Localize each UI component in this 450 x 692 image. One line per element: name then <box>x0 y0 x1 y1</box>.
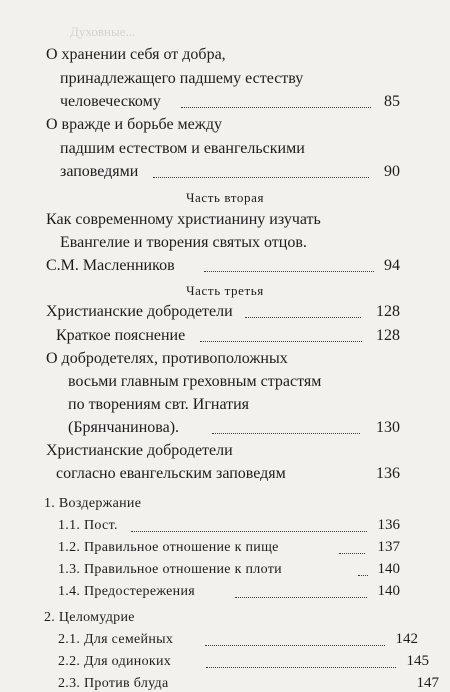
dot-leader <box>339 553 365 554</box>
toc-entry-line: 2.2. Для одиноких <box>58 654 172 669</box>
dot-leader <box>205 645 385 646</box>
dot-leader <box>200 341 362 342</box>
page-number: 128 <box>376 327 400 344</box>
section-heading: 1. Воздержание <box>44 496 142 511</box>
toc-entry-line: (Брянчанинова). <box>68 419 180 436</box>
part-heading: Часть третья <box>186 283 264 298</box>
dot-leader <box>245 317 361 318</box>
toc-entry-line: 1.2. Правильное отношение к пище <box>58 540 279 555</box>
page-number: 94 <box>384 257 400 274</box>
toc-entry-line: восьми главным греховным страстям <box>68 373 322 390</box>
toc-entry-line: 2.3. Против блуда <box>58 676 169 691</box>
toc-entry-line: Краткое пояснение <box>56 327 186 344</box>
page-number: 128 <box>376 303 400 320</box>
dot-leader <box>153 177 369 178</box>
toc-entry-line: принадлежащего падшему естеству <box>60 70 304 87</box>
toc-entry-line: 1.4. Предостережения <box>58 584 195 599</box>
toc-entry-line: О вражде и борьбе между <box>46 116 222 133</box>
toc-entry-line: 1.3. Правильное отношение к плоти <box>58 562 282 577</box>
toc-entry-line: согласно евангельским заповедям <box>56 465 286 482</box>
page-number: 137 <box>377 539 400 555</box>
page-number: 136 <box>376 465 400 482</box>
toc-entry-line: по творениям свт. Игнатия <box>68 396 250 413</box>
dot-leader <box>181 107 371 108</box>
dot-leader <box>358 575 368 576</box>
page-number: 147 <box>416 675 439 691</box>
toc-entry-line: Как современному христианину изучать <box>46 211 321 228</box>
toc-entry-line: Христианские добродетели <box>46 442 233 459</box>
show-through-text: Духовные... <box>70 24 136 39</box>
page-number: 142 <box>395 631 418 647</box>
dot-leader <box>212 433 360 434</box>
dot-leader <box>131 531 367 532</box>
dot-leader <box>204 271 374 272</box>
toc-entry-line: 1.1. Пост. <box>58 518 118 533</box>
toc-entry-line: Христианские добродетели <box>46 303 233 320</box>
toc-entry-line: С.М. Масленников <box>46 257 175 274</box>
page-number: 140 <box>377 583 400 599</box>
page-number: 140 <box>377 561 400 577</box>
toc-entry-line: человеческому <box>60 93 161 110</box>
page-number: 145 <box>406 653 429 669</box>
toc-entry-line: падшим естеством и евангельскими <box>60 140 305 157</box>
dot-leader <box>235 597 367 598</box>
page-number: 130 <box>376 419 400 436</box>
toc-entry-line: 2.1. Для семейных <box>58 632 174 647</box>
toc-entry-line: О добродетелях, противоположных <box>46 350 288 367</box>
section-heading: 2. Целомудрие <box>44 610 135 625</box>
page-number: 136 <box>377 517 400 533</box>
toc-entry-line: О хранении себя от добра, <box>46 46 226 63</box>
part-heading: Часть вторая <box>185 190 265 205</box>
toc-entry-line: заповедями <box>60 163 139 180</box>
dot-leader <box>206 667 396 668</box>
toc-entry-line: Евангелие и творения святых отцов. <box>60 234 307 251</box>
page-number: 85 <box>384 93 400 110</box>
page-number: 90 <box>384 163 400 180</box>
